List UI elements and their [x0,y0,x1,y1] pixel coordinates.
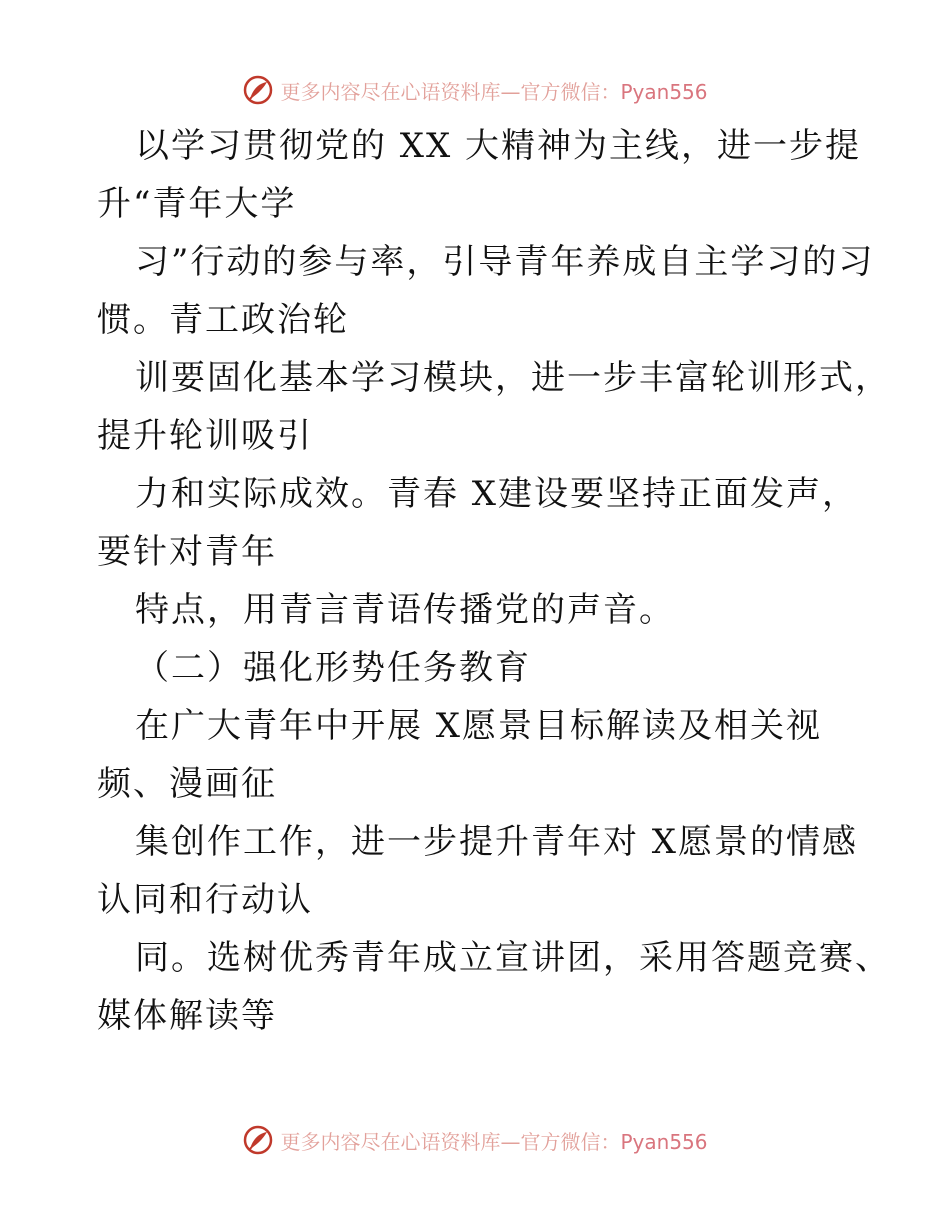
banner-text [280,1126,707,1155]
section-heading: （二）强化形势任务教育 [135,648,531,688]
body-line: 以学习贯彻党的 XX 大精神为主线，进一步提 [135,126,862,166]
banner-main-text: 更多内容尽在心语资料库 [280,1129,501,1154]
body-line: 惯。青工政治轮 [97,300,349,340]
footer-banner [0,1120,950,1160]
body-line: 习”行动的参与率，引导青年养成自主学习的习 [135,242,875,282]
banner-wechat-id: Pyan556 [620,79,708,104]
banner-dash: — [500,79,521,104]
banner-wechat-id: Pyan556 [620,1129,708,1154]
banner-wechat-label: 官方微信： [520,79,621,104]
body-line: 认同和行动认 [97,880,313,920]
leaf-pen-logo-icon [242,74,274,106]
body-line: 要针对青年 [97,532,277,572]
body-line: 训要固化基本学习模块，进一步丰富轮训形式， [135,358,891,398]
body-line: 频、漫画征 [97,764,277,804]
body-line: 集创作工作，进一步提升青年对 X愿景的情感 [135,822,859,862]
header-banner [0,70,950,110]
body-line: 同。选树优秀青年成立宣讲团，采用答题竞赛、 [135,938,891,978]
banner-dash: — [500,1129,521,1154]
body-line: 在广大青年中开展 X愿景目标解读及相关视 [135,706,823,746]
banner-wechat-label: 官方微信： [520,1129,621,1154]
banner-text [280,76,707,105]
body-line: 升“青年大学 [97,184,297,224]
leaf-pen-logo-icon [242,1124,274,1156]
body-line: 特点，用青言青语传播党的声音。 [135,590,675,630]
body-line: 力和实际成效。青春 X建设要坚持正面发声， [135,474,859,514]
body-line: 媒体解读等 [97,996,277,1036]
banner-main-text: 更多内容尽在心语资料库 [280,79,501,104]
body-line: 提升轮训吸引 [97,416,313,456]
